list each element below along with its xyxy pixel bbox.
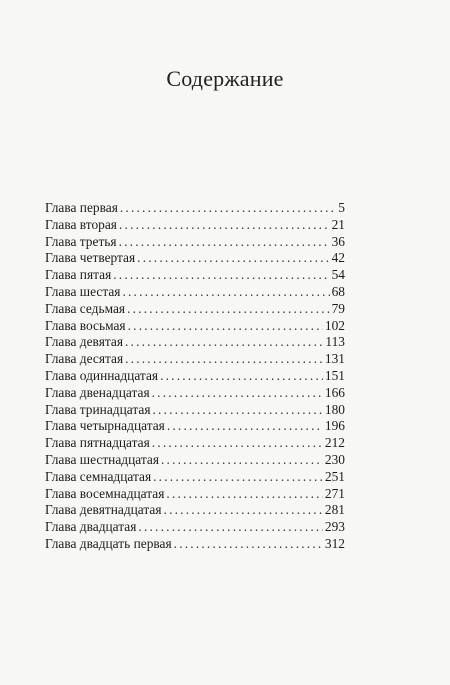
toc-entry-page: 151	[324, 367, 345, 383]
toc-entry	[45, 519, 345, 536]
toc-entry-page: 251	[324, 468, 345, 484]
toc-entry	[45, 435, 345, 452]
toc-entry-label: Глава тринадцатая	[45, 401, 151, 417]
toc-entry-page: 36	[331, 233, 345, 249]
toc-entry	[45, 351, 345, 368]
toc-entry-label: Глава шестнадцатая	[45, 451, 159, 467]
toc-entry-label: Глава двадцать первая	[45, 535, 172, 551]
toc-entry-page: 68	[331, 283, 345, 299]
toc-entry	[45, 200, 345, 217]
toc-entry	[45, 385, 345, 402]
toc-leader-dots	[125, 351, 323, 368]
toc-leader-dots	[161, 452, 323, 469]
toc-entry-label: Глава третья	[45, 233, 117, 249]
toc-leader-dots	[160, 368, 323, 385]
toc-entry-page: 180	[324, 401, 345, 417]
toc-entry-label: Глава семнадцатая	[45, 468, 152, 484]
toc-entry	[45, 452, 345, 469]
toc-entry	[45, 250, 345, 267]
toc-leader-dots	[152, 402, 322, 419]
toc-entry-label: Глава вторая	[45, 216, 117, 232]
toc-entry-page: 21	[331, 216, 345, 232]
toc-entry-label: Глава одиннадцатая	[45, 367, 159, 383]
toc-entry	[45, 217, 345, 234]
toc-entry-label: Глава четвертая	[45, 250, 136, 266]
toc-entry-page: 131	[324, 351, 345, 367]
toc-leader-dots	[137, 250, 329, 267]
toc-leader-dots	[152, 385, 323, 402]
toc-leader-dots	[125, 334, 323, 351]
toc-entry	[45, 334, 345, 351]
toc-leader-dots	[152, 435, 323, 452]
toc-entry-page: 54	[331, 267, 345, 283]
toc-entry-page: 42	[331, 250, 345, 266]
toc-entry-page: 79	[331, 300, 345, 316]
toc-entry-page: 5	[338, 200, 345, 215]
toc-entry-label: Глава шестая	[45, 283, 121, 299]
toc-entry	[45, 267, 345, 284]
toc-leader-dots	[128, 318, 323, 335]
toc-entry-page: 166	[324, 384, 345, 400]
toc-entry	[45, 402, 345, 419]
toc-leader-dots	[119, 217, 330, 234]
toc-entry-page: 212	[324, 435, 345, 451]
page-title: Содержание	[166, 66, 284, 91]
toc-entry	[45, 469, 345, 486]
toc-entry	[45, 284, 345, 301]
toc-entry-label: Глава четырнадцатая	[45, 418, 165, 434]
toc-entry	[45, 536, 345, 553]
toc-leader-dots	[120, 200, 336, 217]
toc-entry	[45, 502, 345, 519]
toc-leader-dots	[164, 502, 323, 519]
toc-leader-dots	[138, 519, 323, 536]
toc-entry-page: 113	[325, 334, 345, 350]
toc-entry-label: Глава девятая	[45, 334, 123, 350]
toc-entry-label: Глава пятая	[45, 267, 112, 283]
toc-entry-page: 196	[324, 418, 345, 434]
toc-entry-page: 230	[324, 451, 345, 467]
toc-leader-dots	[174, 536, 323, 553]
toc-entry-label: Глава двенадцатая	[45, 384, 150, 400]
toc-entry-label: Глава восемнадцатая	[45, 485, 165, 501]
toc-entry-page: 271	[324, 485, 345, 501]
table-of-contents	[45, 200, 345, 553]
toc-entry	[45, 301, 345, 318]
toc-leader-dots	[122, 284, 329, 301]
toc-entry	[45, 486, 345, 503]
toc-leader-dots	[113, 267, 329, 284]
toc-entry-page: 102	[324, 317, 345, 333]
toc-entry-page: 312	[324, 535, 345, 551]
toc-entry	[45, 418, 345, 435]
toc-entry-label: Глава седьмая	[45, 300, 126, 316]
toc-leader-dots	[153, 469, 323, 486]
toc-leader-dots	[167, 418, 323, 435]
toc-entry	[45, 318, 345, 335]
toc-entry-label: Глава восьмая	[45, 317, 126, 333]
toc-entry	[45, 368, 345, 385]
toc-leader-dots	[127, 301, 330, 318]
toc-entry-page: 281	[324, 502, 345, 518]
toc-entry-label: Глава пятнадцатая	[45, 435, 150, 451]
toc-entry-label: Глава первая	[45, 200, 118, 215]
toc-entry-label: Глава девятнадцатая	[45, 502, 162, 518]
toc-leader-dots	[166, 486, 323, 503]
toc-leader-dots	[119, 234, 330, 251]
toc-entry-page: 293	[324, 519, 345, 535]
toc-entry-label: Глава двадцатая	[45, 519, 137, 535]
toc-entry-label: Глава десятая	[45, 351, 124, 367]
toc-entry	[45, 234, 345, 251]
